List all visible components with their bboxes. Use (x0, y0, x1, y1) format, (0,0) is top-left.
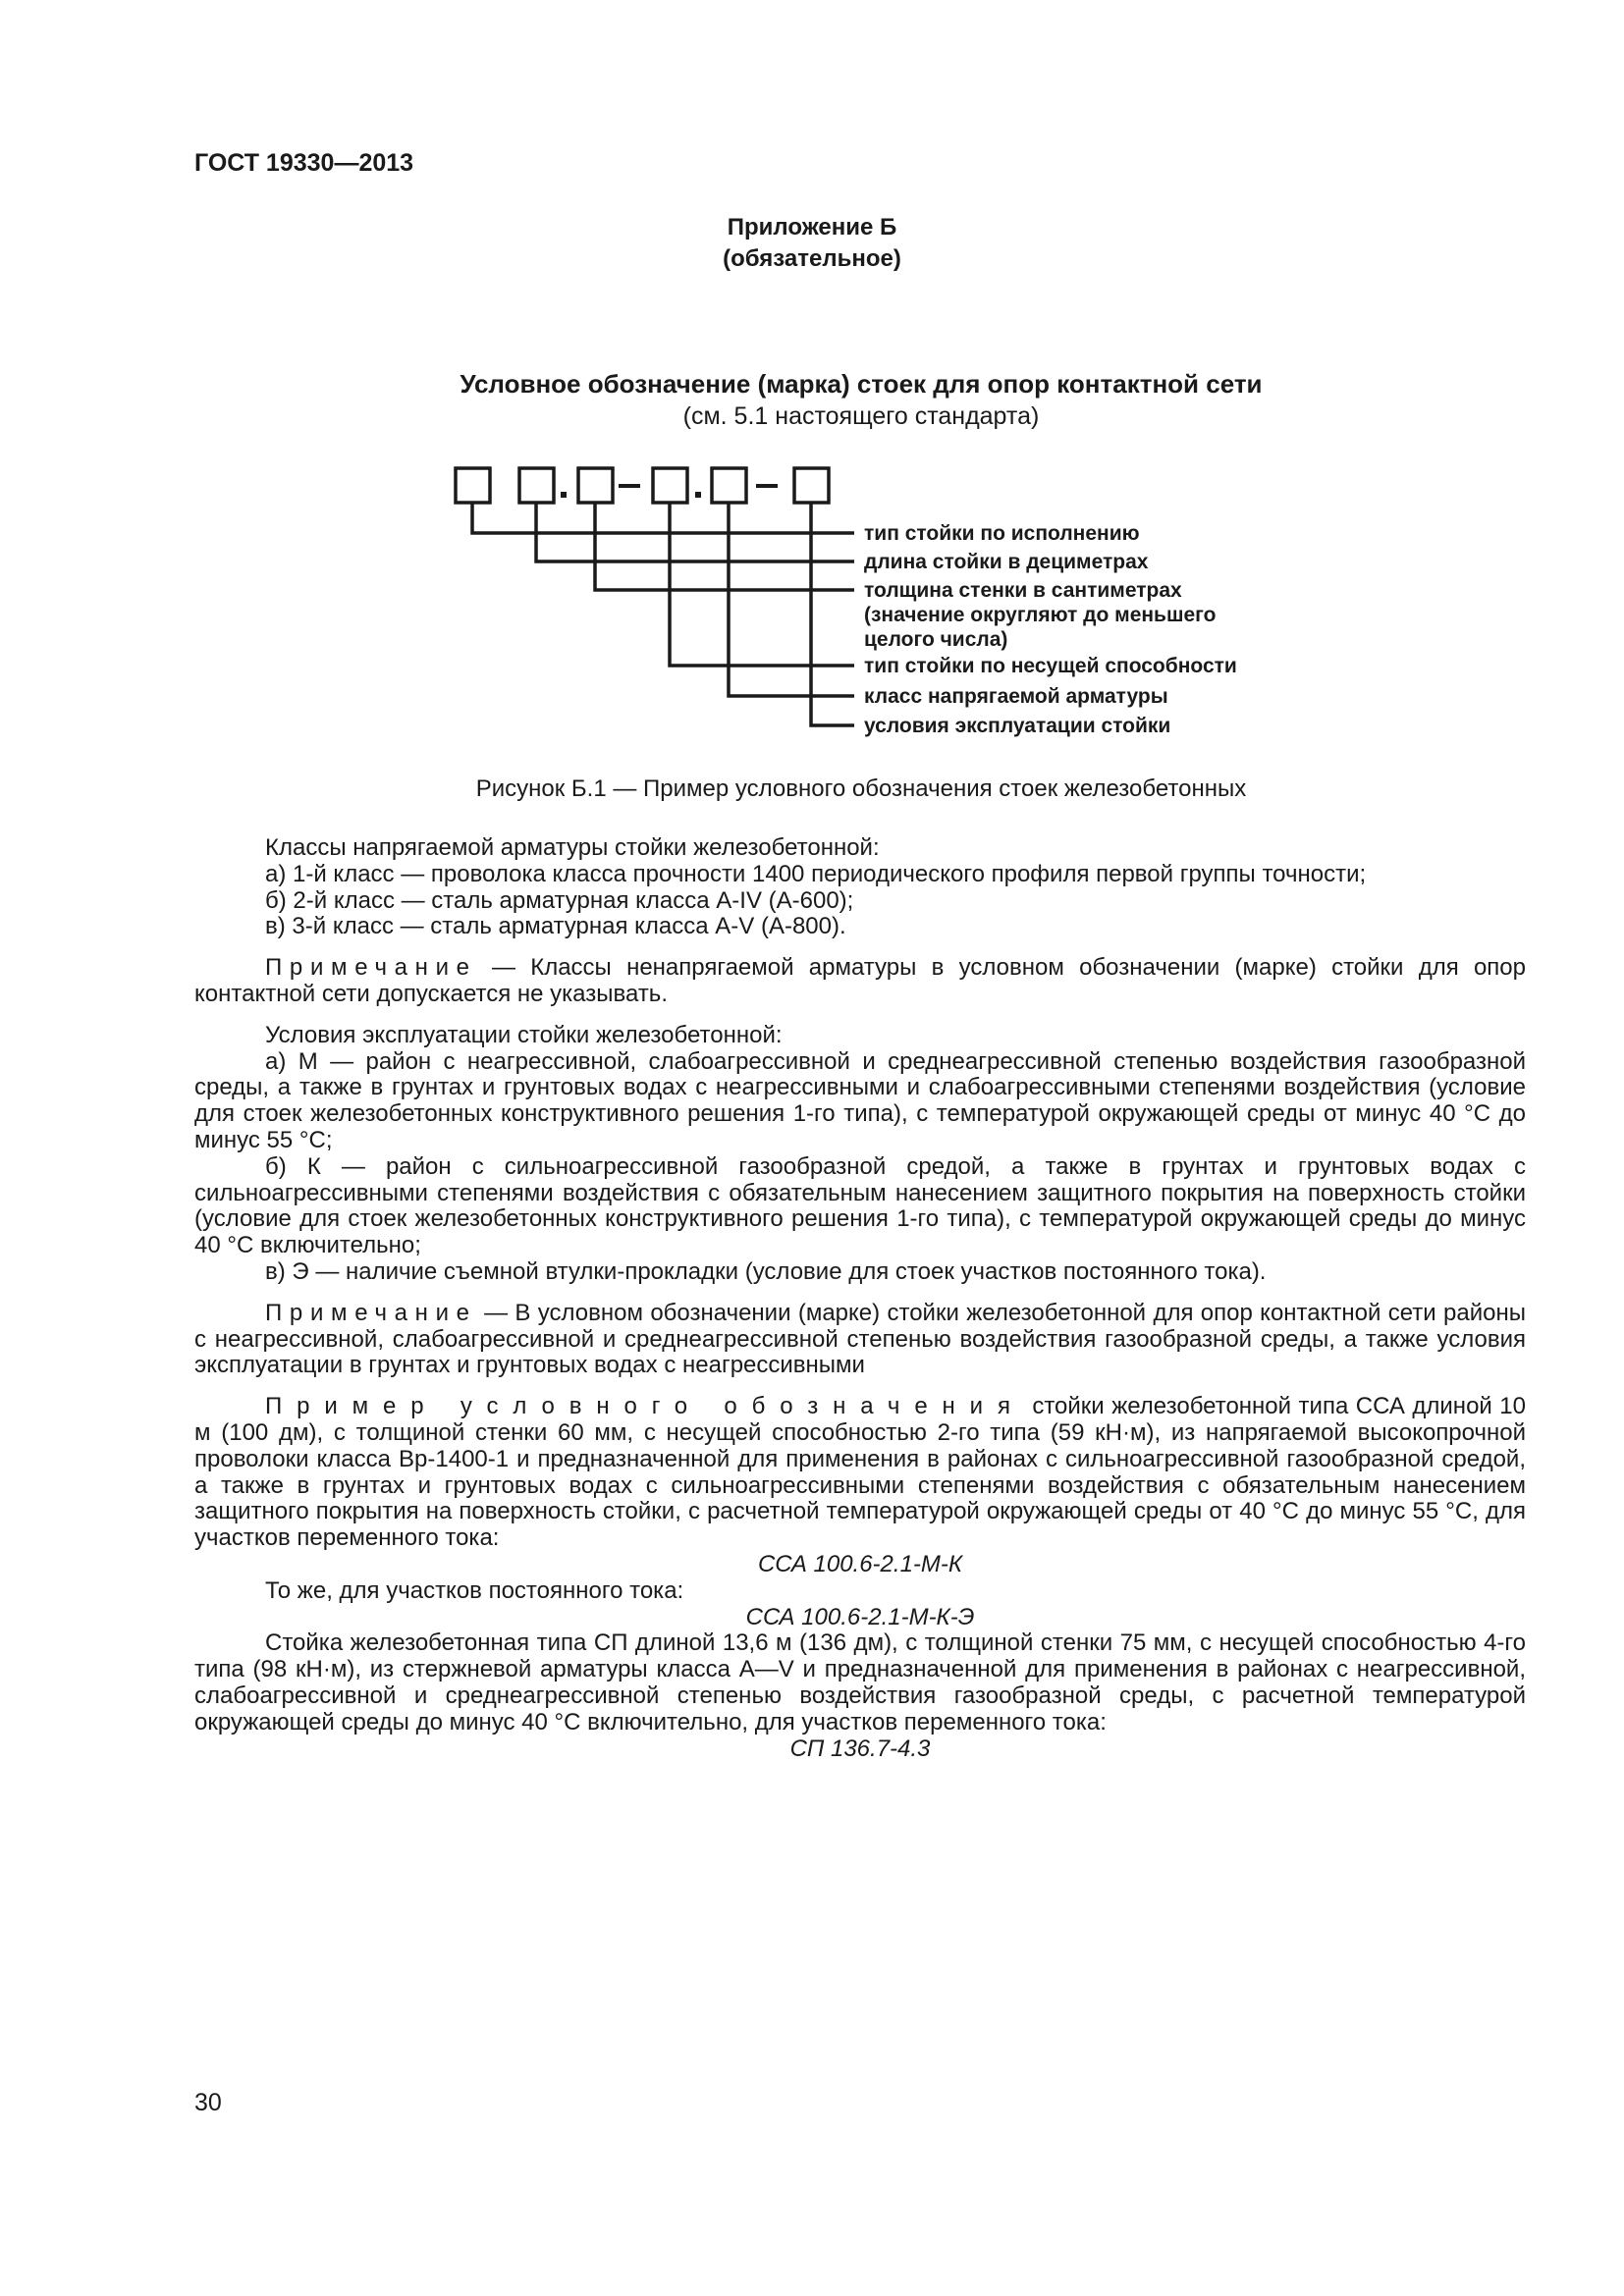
note-text: — В условном обозначении (марке) стойки железобетонной для опор контактной сети районы с неагрессивной, слабоагрессивной и среднеагрессивной степенью воздействия газообразной среды, а также условия эксплуатации в грунтах и грунтовых водах с неагрессивными (194, 1299, 1526, 1379)
leader-line (811, 503, 854, 725)
diagram-label: толщина стенки в сантиметрах (864, 579, 1182, 602)
example-label: Пример условного обозначения (265, 1393, 1025, 1420)
appendix-status: (обязательное) (723, 245, 901, 272)
leader-line (595, 503, 854, 590)
diagram-label: (значение округляют до меньшего (864, 604, 1217, 626)
example-paragraph (194, 1394, 1526, 1552)
designation-box (653, 468, 687, 503)
leader-line (472, 503, 854, 533)
leader-line (670, 503, 854, 666)
note-label: Примечание (265, 1299, 477, 1326)
diagram-label: тип стойки по несущей способности (864, 655, 1237, 677)
note-paragraph (194, 1301, 1526, 1379)
appendix-heading (0, 212, 1624, 275)
designation-diagram (452, 456, 1296, 751)
class-item: а) 1-й класс — проволока класса прочности 1400 периодического профиля первой группы точности; (265, 860, 1367, 887)
diagram-label: класс напрягаемой арматуры (864, 685, 1168, 708)
diagram-label: тип стойки по исполнению (864, 522, 1140, 545)
diagram-label: условия эксплуатации стойки (864, 715, 1171, 737)
example-paragraph: Стойка железобетонная типа СП длиной 13,6 м (136 дм), с толщиной стенки 75 мм, с несущей способностью 4-го типа (98 кН·м), из стержневой арматуры класса А—V и предназначенной для применения в районах с неагрессивной, слабоагрессивной и среднеагрессивной степенью воздействия газообразной среды, с расчетной температурой окружающей среды до минус 40 °С включительно, для участков переменного тока: (194, 1629, 1526, 1735)
figure-reference: (см. 5.1 настоящего стандарта) (682, 402, 1040, 430)
classes-intro: Классы напрягаемой арматуры стойки железобетонной: (265, 834, 880, 861)
designation-dash (619, 484, 640, 488)
appendix-title: Приложение Б (727, 214, 897, 240)
designation-code: ССА 100.6-2.1-М-К (757, 1550, 963, 1577)
page-number: 30 (194, 2089, 222, 2116)
figure-caption: Рисунок Б.1 — Пример условного обозначения стоек железобетонных (475, 775, 1247, 802)
note-label: Примечание (265, 954, 477, 982)
designation-box (794, 468, 829, 503)
body-text (194, 835, 1526, 1762)
condition-item: в) Э — наличие съемной втулки-прокладки (условие для стоек участков постоянного тока). (265, 1257, 1267, 1285)
designation-dash (756, 484, 778, 488)
designation-box (456, 468, 490, 503)
designation-code: СП 136.7-4.3 (789, 1735, 931, 1762)
conditions-intro: Условия эксплуатации стойки железобетонной: (265, 1021, 783, 1048)
example-same: То же, для участков постоянного тока: (265, 1576, 684, 1604)
diagram-label: длина стойки в дециметрах (864, 551, 1149, 573)
diagram-label: целого числа) (864, 628, 1008, 651)
designation-box (712, 468, 746, 503)
example-text: стойки железобетонной типа ССА длиной 10 м (100 дм), с толщиной стенки 60 мм, с несущей способностью 2-го типа (59 кН·м), из напрягаемой высокопрочной проволоки класса Вр-1400-1 и предназначенной для применения в районах с сильноагрессивной газообразной средой, а также в грунтах и грунтовых водах с сильноагрессивными степенями воздействия с обязательным нанесением защитного покрытия на поверхность стойки, с расчетной температурой окружающей среды от 40 °С до минус 55 °С, для участков переменного тока: (194, 1393, 1526, 1552)
note-text: — Классы ненапрягаемой арматуры в условном обозначении (марке) стойки для опор контактной сети допускается не указывать. (194, 954, 1526, 1007)
class-item: б) 2-й класс — сталь арматурная класса A-IV (А-600); (265, 886, 854, 914)
condition-item: а) М — район с неагрессивной, слабоагрессивной и среднеагрессивной степенью воздействия газообразной среды, а также в грунтах и грунтовых водах с неагрессивными и слабоагрессивными степенями воздействия (условие для стоек железобетонных конструктивного решения 1-го типа), с температурой окружающей среды от минус 40 °С до минус 55 °С; (194, 1047, 1526, 1153)
class-item: в) 3-й класс — сталь арматурная класса A-V (А-800). (265, 913, 846, 940)
document-header: ГОСТ 19330—2013 (194, 149, 414, 177)
designation-code: ССА 100.6-2.1-М-К-Э (745, 1603, 975, 1630)
figure-title: Условное обозначение (марка) стоек для опор контактной сети (460, 369, 1263, 399)
designation-box (519, 468, 554, 503)
designation-dot (695, 492, 701, 498)
designation-dot (561, 492, 567, 498)
note-paragraph (194, 955, 1526, 1008)
condition-item: б) К — район с сильноагрессивной газообразной средой, а также в грунтах и грунтовых водах с сильноагрессивными степенями воздействия с обязательным нанесением защитного покрытия на поверхность стойки (условие для стоек железобетонных конструктивного решения 1-го типа), с температурой окружающей среды до минус 40 °С включительно; (194, 1152, 1526, 1259)
designation-box (578, 468, 613, 503)
